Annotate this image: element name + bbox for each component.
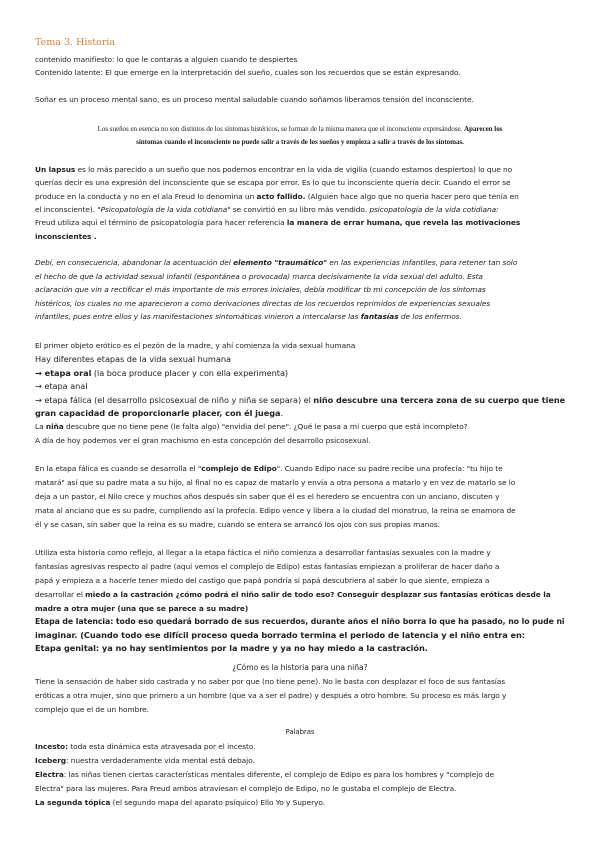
latent-content-line: Contenido latente: El que emerge en la interpretación del sueño, cuales son los recuerdos que se están expresando.	[35, 68, 461, 77]
girl-story-line-3: complejo que el de un hombre.	[35, 705, 149, 714]
stages-heading: Hay diferentes etapas de la vida sexual humana	[35, 354, 231, 364]
glossary-electra-line-1: Electra: las niñas tienen ciertas características mentales diferente, el complejo de Edipo es para los hombres y "complejo de	[35, 770, 495, 779]
quote-line-2: síntomas cuando el inconsciente no puede salir a través de los sueños y empieza a salir a través de los síntomas.	[136, 138, 464, 146]
glossary-heading: Palabras	[285, 728, 315, 736]
reflection-line-1: Utiliza esta historia como reflejo, al llegar a la etapa fáctica el niño comienza a desarrollar fantasías sexuales con la madre y	[35, 548, 491, 557]
citation-line-1: Debí, en consecuencia, abandonar la acentuación del elemento "traumático" en las experiencias infantiles, para retener tan solo	[35, 258, 518, 267]
citation-line-2: el hecho de que la actividad sexual infantil (espontánea o provocada) marca decisivamente la vida sexual del adulto. Esta	[35, 272, 483, 281]
lapsus-line-3: produce en la conducta y no en el ala Freud lo denomina un acto fallido. (Alguien hace algo que no quería hacer pero que tenía en	[35, 192, 519, 201]
lapsus-line-6: inconscientes .	[35, 232, 97, 241]
reflection-line-4: desarrollar el miedo a la castración ¿cómo podrá el niño salir de todo eso? Conseguir desplazar sus fantasías eróticas desde la	[35, 590, 551, 599]
reflection-line-5: madre a otra mujer (una que se parece a su madre)	[35, 604, 249, 613]
reflection-line-2: fantasías agresivas respecto al padre (aquí vemos el complejo de Edipo) estas fantasías empiezan a proliferar de hacer daño a	[35, 562, 500, 571]
lapsus-line-1: Un lapsus es lo más parecido a un sueño que nos podemos encontrar en la vida de vigilia (cuando estamos despiertos) lo que no	[35, 165, 513, 174]
girl-story-line-1: Tiene la sensación de haber sido castrada y no saber por que (no tiene pene). No le basta con desplazar el foco de sus fantasías	[35, 677, 506, 686]
lapsus-line-5: Freud utiliza aquí el término de psicopatología para hacer referencia la manera de errar humana, que revela las motivaciones	[35, 218, 521, 227]
machismo-line: A día de hoy podemos ver el gran machismo en esta concepción del desarrollo psicosexual.	[35, 436, 371, 445]
girl-story-line-2: eróticas a otra mujer, sino que primero a un hombre (que va a ser el padre) y después a otro hombre. Su proceso es más largo y	[35, 691, 507, 700]
oedipus-line-3: deja a un pastor, el Nilo crece y muchos años después sin saber que él es el heredero se encuentra con un anciano, discuten y	[35, 492, 500, 501]
dream-process-line: Soñar es un proceso mental sano, es un proceso mental saludable cuando soñamos liberamos tensión del inconsciente.	[35, 95, 474, 104]
stage-phallic-line-1: → etapa fálica (el desarrollo psicosexual de niño y niña se separa) el niño descubre una tercera zona de su cuerpo que tiene	[35, 395, 566, 405]
latency-stage-line-1: Etapa de latencia: todo eso quedará borrado de sus recuerdos, durante años el niño borra lo que ha pasado, no lo pude ni	[35, 617, 565, 626]
citation-line-5: infantiles, pues entre ellos y las manifestaciones sintomáticas vinieron a intercalarse las fantasías de los enfermos.	[35, 312, 462, 321]
oedipus-line-4: mata al anciano que es su padre, cumpliendo así la profecía. Edipo vence y libera a la ciudad del monstruo, la reina se enamora de	[35, 506, 516, 515]
girl-story-question: ¿Cómo es la historia para una niña?	[232, 663, 368, 672]
oedipus-line-1: En la etapa fálica es cuando se desarrolla el "complejo de Edipo". Cuando Edipo nace su padre recibe una profecía: "tu hijo te	[35, 464, 503, 473]
glossary-incest: Incesto: toda esta dinámica esta atravesada por el incesto.	[35, 742, 256, 751]
page-title: Tema 3. Historia	[35, 37, 115, 48]
manifest-content-line: contenido manifiesto: lo que le contaras a alguien cuando te despiertes	[35, 55, 298, 64]
oedipus-line-2: matará" así que su padre mata a su hijo, al final no es capaz de matarlo y envía a otra persona a matarlo y en vez de matarlo se lo	[35, 478, 516, 487]
lapsus-line-2: querías decir es una expresión del inconsciente que se escapa por error. Es lo que tu inconsciente quería decir. Cuando el error se	[35, 178, 511, 187]
quote-line-1: Los sueños en esencia no son distintos de los síntomas histéricos, se forman de la misma manera que el inconsciente expresándose. Aparecen los	[97, 125, 503, 133]
stage-phallic-line-2: gran capacidad de proporcionarle placer, con él juega.	[35, 408, 284, 418]
citation-line-4: histéricos, los cuales no me aparecieron a como derivaciones directas de los recuerdos reprimidos de experiencias sexuales	[35, 299, 491, 308]
genital-stage-line: Etapa genital: ya no hay sentimientos por la madre y ya no hay miedo a la castración.	[35, 643, 428, 653]
citation-line-3: aclaración que vin a rectificar el más importante de mis errores iniciales, debía modificar tb mi concepción de los síntomas	[35, 285, 486, 294]
lapsus-line-4: el inconsciente). "Psicopatología de la vida cotidiana" se convirtió en su libro más vendido. psicopatología de la vida cotidiana:	[35, 205, 499, 214]
girl-discovery-line: La niña descubre que no tiene pene (le falta algo) "envidia del pene". ¿Qué le pasa a mi cuerpo que está incompleto?	[35, 422, 468, 431]
glossary-electra-line-2: Electra" para las mujeres. Para Freud ambos atraviesan el complejo de Edipo, no le gustaba el complejo de Electra.	[35, 784, 457, 793]
glossary-second-topic: La segunda tópica (el segundo mapa del aparato psíquico) Ello Yo y Superyo.	[35, 798, 326, 807]
glossary-iceberg: Iceberg: nuestra verdaderamente vida mental está debajo.	[35, 756, 255, 765]
stage-oral: → etapa oral (la boca produce placer y con ella experimenta)	[35, 368, 289, 378]
first-object-line: El primer objeto erótico es el pezón de la madre, y ahí comienza la vida sexual humana	[35, 341, 356, 350]
reflection-line-3: papá y empieza a a hacerle tener miedo del castigo que papá pondría si papá descubriera al saber lo que siente, empieza a	[35, 576, 490, 585]
latency-stage-line-2: imaginar. (Cuando todo ese difícil proceso queda borrado termina el periodo de latencia y el niño entra en:	[35, 630, 525, 640]
oedipus-line-5: él y se casan, sin saber que la reina es su madre, cuando se entera se arrancó los ojos con sus propias manos.	[35, 520, 440, 529]
stage-anal: → etapa anal	[35, 381, 88, 391]
